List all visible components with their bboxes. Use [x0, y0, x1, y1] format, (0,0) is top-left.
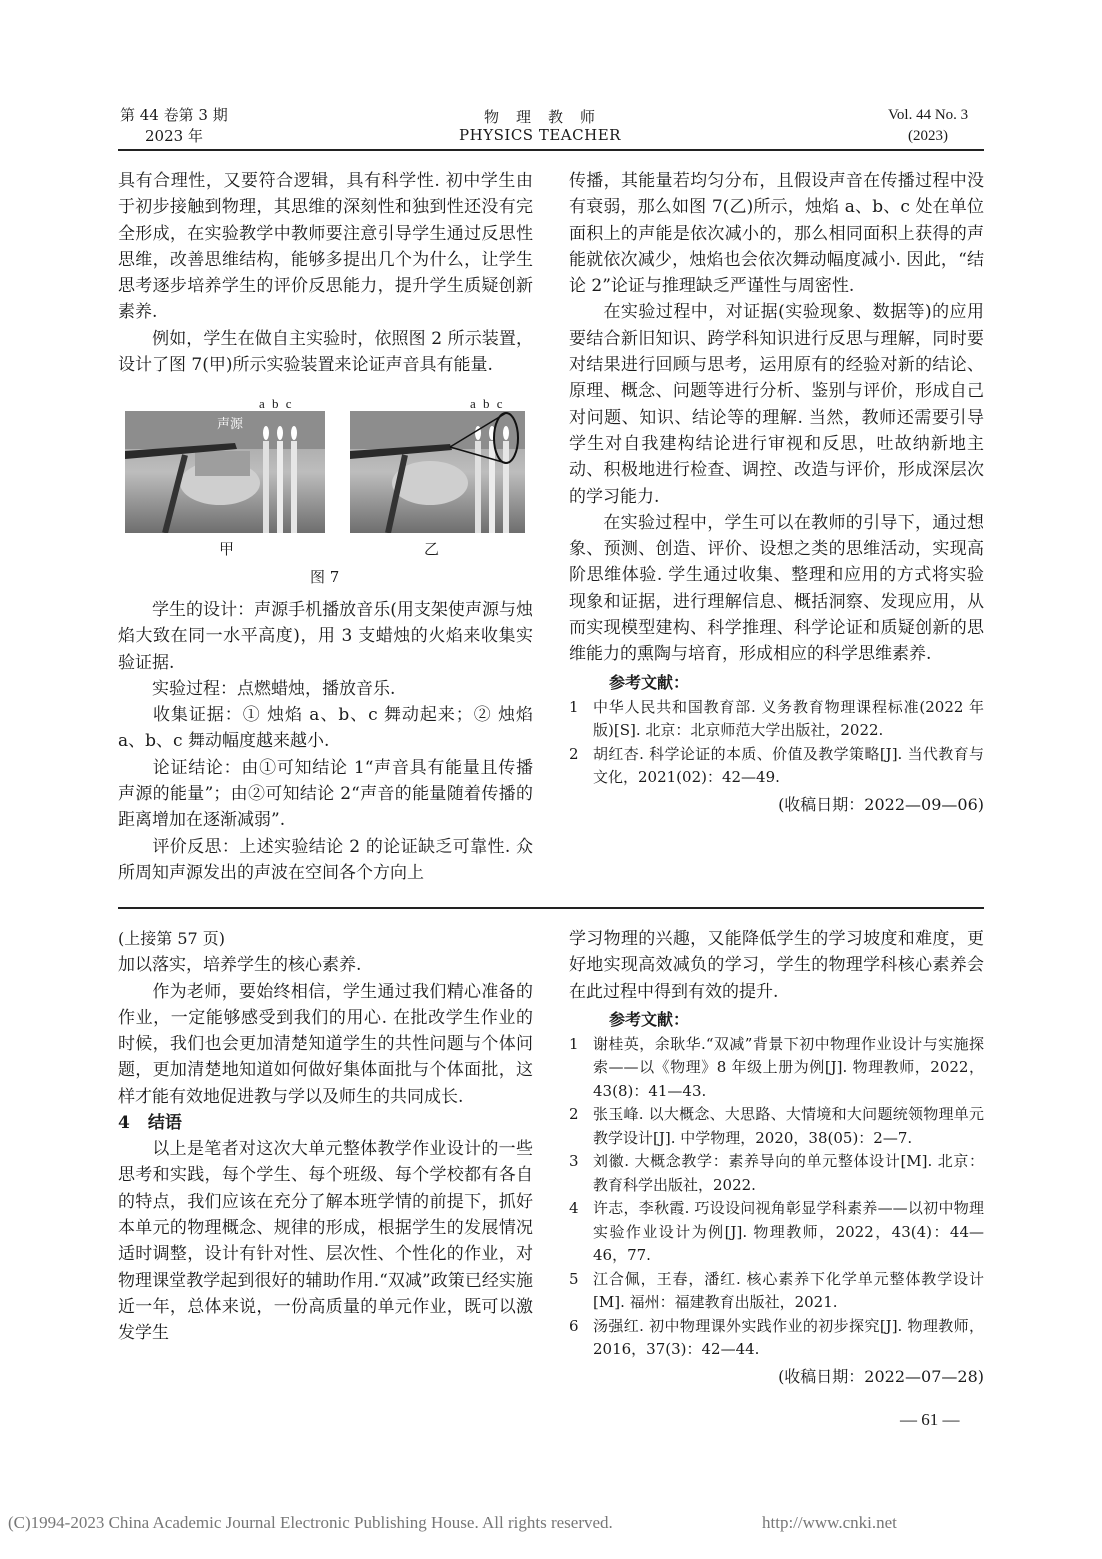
- reference-item: 6 汤强红. 初中物理课外实践作业的初步探究[J]. 物理教师，2016，37(3)：42—44.: [569, 1316, 984, 1359]
- candle-labels-right: a b c: [470, 396, 505, 411]
- reference-item: 3 刘徽. 大概念教学：素养导向的单元整体设计[M]. 北京：教育科学出版社，2022.: [569, 1152, 984, 1194]
- figure-photo-left: [125, 411, 325, 533]
- paragraph: 作为老师，要始终相信，学生通过我们精心准备的作业，一定能够感受到我们的用心. 在批改学生作业的时候，我们也会更加清楚知道学生的共性问题与个体问题，更加清楚地知道如何做好集体面批与个体面批，这样才能有效地促进教与学以及师生的共同成长.: [118, 981, 533, 1107]
- header-rule: [118, 149, 984, 151]
- lower-right-column: [569, 926, 984, 1390]
- paragraph: 学生的设计：声源手机播放音乐(用支架使声源与烛焰大致在同一水平高度)，用 3 支蜡烛的火焰来收集实验证据.: [118, 600, 533, 673]
- paragraph: 传播，其能量若均匀分布，且假设声音在传播过程中没有衰弱，那么如图 7(乙)所示，烛焰 a、b、c 处在单位面积上的声能是依次减小的，那么相同面积上获得的声能就依次减少，烛焰也会依次舞动幅度减小. 因此，“结论 2”论证与推理缺乏严谨性与周密性.: [569, 171, 984, 297]
- received-date: (收稿日期：2022—09—06): [778, 794, 984, 814]
- copyright-notice: (C)1994-2023 China Academic Journal Electronic Publishing House. All rights reserved.: [8, 1513, 613, 1532]
- section-divider: [118, 907, 984, 909]
- references-heading: 参考文献：: [609, 672, 690, 692]
- header-year: 2023 年: [145, 127, 203, 145]
- figure-photo-right: [350, 411, 525, 533]
- paragraph: 具有合理性，又要符合逻辑，具有科学性. 初中学生由于初步接触到物理，其思维的深刻性和独到性还没有完全形成，在实验教学中教师要注意引导学生通过反思性思维，改善思维结构，能够多提出几个为什么，让学生思考逐步培养学生的评价反思能力，提升学生质疑创新素养.: [118, 171, 533, 323]
- continued-from: (上接第 57 页): [118, 929, 226, 948]
- reference-list: [569, 696, 984, 790]
- paragraph: 加以落实，培养学生的核心素养.: [118, 955, 362, 976]
- references-heading: 参考文献：: [609, 1009, 690, 1029]
- upper-left-column-cont: [118, 597, 533, 886]
- page-number: — 61 —: [900, 1410, 960, 1429]
- paragraph: 以上是笔者对这次大单元整体教学作业设计的一些思考和实践，每个学生、每个班级、每个学校都有各自的特点，我们应该在充分了解本班学情的前提下，抓好本单元的物理概念、规律的形成，根据学生的发展情况适时调整，设计有针对性、层次性、个性化的作业，对物理课堂教学起到很好的辅助作用.“双减”政策已经实施近一年，总体来说，一份高质量的单元作业，既可以激发学生: [118, 1139, 533, 1344]
- journal-title-cn: 物 理 教 师: [483, 108, 596, 126]
- reference-item: 2 张玉峰. 以大概念、大思路、大情境和大问题统领物理单元教学设计[J]. 中学物理，2020，38(05)：2—7.: [569, 1105, 984, 1147]
- paragraph: 在实验过程中，对证据(实验现象、数据等)的应用要结合新旧知识、跨学科知识进行反思与理解，同时要对结果进行回顾与思考，运用原有的经验对新的结论、原理、概念、问题等进行分析、鉴别与评价，形成自己对问题、知识、结论等的理解. 当然，教师还需要引导学生对自我建构结论进行审视和反思，吐故纳新地主动、积极地进行检查、调控、改造与评价，形成深层次的学习能力.: [569, 302, 984, 507]
- lower-left-column: [118, 926, 533, 1346]
- upper-left-column: [118, 168, 533, 378]
- figure-sub-caption-left: 甲: [219, 540, 235, 558]
- reference-list: [569, 1033, 984, 1362]
- section-heading: 4 结语: [118, 1113, 182, 1134]
- reference-item: 5 江合佩，王春，潘红. 核心素养下化学单元整体教学设计[M]. 福州：福建教育出版社，2021.: [569, 1269, 984, 1312]
- header-volume-issue: 第 44 卷第 3 期: [120, 106, 228, 124]
- paragraph: 收集证据：① 烛焰 a、b、c 舞动起来；② 烛焰 a、b、c 舞动幅度越来越小.: [118, 705, 533, 752]
- reference-item: 2 胡红杏. 科学论证的本质、价值及教学策略[J]. 当代教育与文化，2021(02)：42—49.: [569, 744, 984, 787]
- reference-item: 1 中华人民共和国教育部. 义务教育物理课程标准(2022 年版)[S]. 北京：北京师范大学出版社，2022.: [569, 697, 984, 740]
- received-date: (收稿日期：2022—07—28): [778, 1366, 984, 1386]
- paragraph: 实验过程：点燃蜡烛，播放音乐.: [152, 678, 396, 699]
- header-vol-en: Vol. 44 No. 3: [888, 107, 969, 123]
- upper-right-column: [569, 168, 984, 818]
- paragraph: 在实验过程中，学生可以在教师的引导下，通过想象、预测、创造、评价、设想之类的思维活动，实现高阶思维体验. 学生通过收集、整理和应用的方式将实验现象和证据，进行理解信息、概括洞察、发现应用，从而实现模型建构、科学推理、科学论证和质疑创新的思维能力的熏陶与培育，形成相应的科学思维素养.: [569, 512, 984, 665]
- paragraph: 评价反思：上述实验结论 2 的论证缺乏可靠性. 众所周知声源发出的声波在空间各个方向上: [118, 836, 533, 883]
- header-year-en: (2023): [908, 128, 948, 144]
- figure-caption: 图 7: [310, 568, 340, 586]
- figure-sub-caption-right: 乙: [424, 540, 440, 558]
- candle-photo-right: [350, 411, 525, 533]
- paragraph: 学习物理的兴趣，又能降低学生的学习坡度和难度，更好地实现高效减负的学习，学生的物理学科核心素养会在此过程中得到有效的提升.: [569, 929, 984, 1002]
- candle-labels-left: a b c: [259, 396, 294, 411]
- cnki-link[interactable]: http://www.cnki.net: [762, 1513, 897, 1532]
- sound-source-label: 声源: [217, 417, 244, 432]
- reference-item: 1 谢桂英，余耿华.“双减”背景下初中物理作业设计与实施探索——以《物理》8 年级上册为例[J]. 物理教师，2022，43(8)：41—43.: [569, 1034, 984, 1100]
- paragraph: 论证结论：由①可知结论 1“声音具有能量且传播声源的能量”；由②可知结论 2“声音的能量随着传播的距离增加在逐渐减弱”.: [118, 757, 533, 831]
- journal-title-en: PHYSICS TEACHER: [459, 126, 621, 144]
- reference-item: 4 许志，李秋霞. 巧设设问视角彰显学科素养——以初中物理实验作业设计为例[J]. 物理教师，2022，43(4)：44—46，77.: [569, 1199, 984, 1265]
- paragraph: 例如，学生在做自主实验时，依照图 2 所示装置，设计了图 7(甲)所示实验装置来论证声音具有能量.: [118, 328, 533, 376]
